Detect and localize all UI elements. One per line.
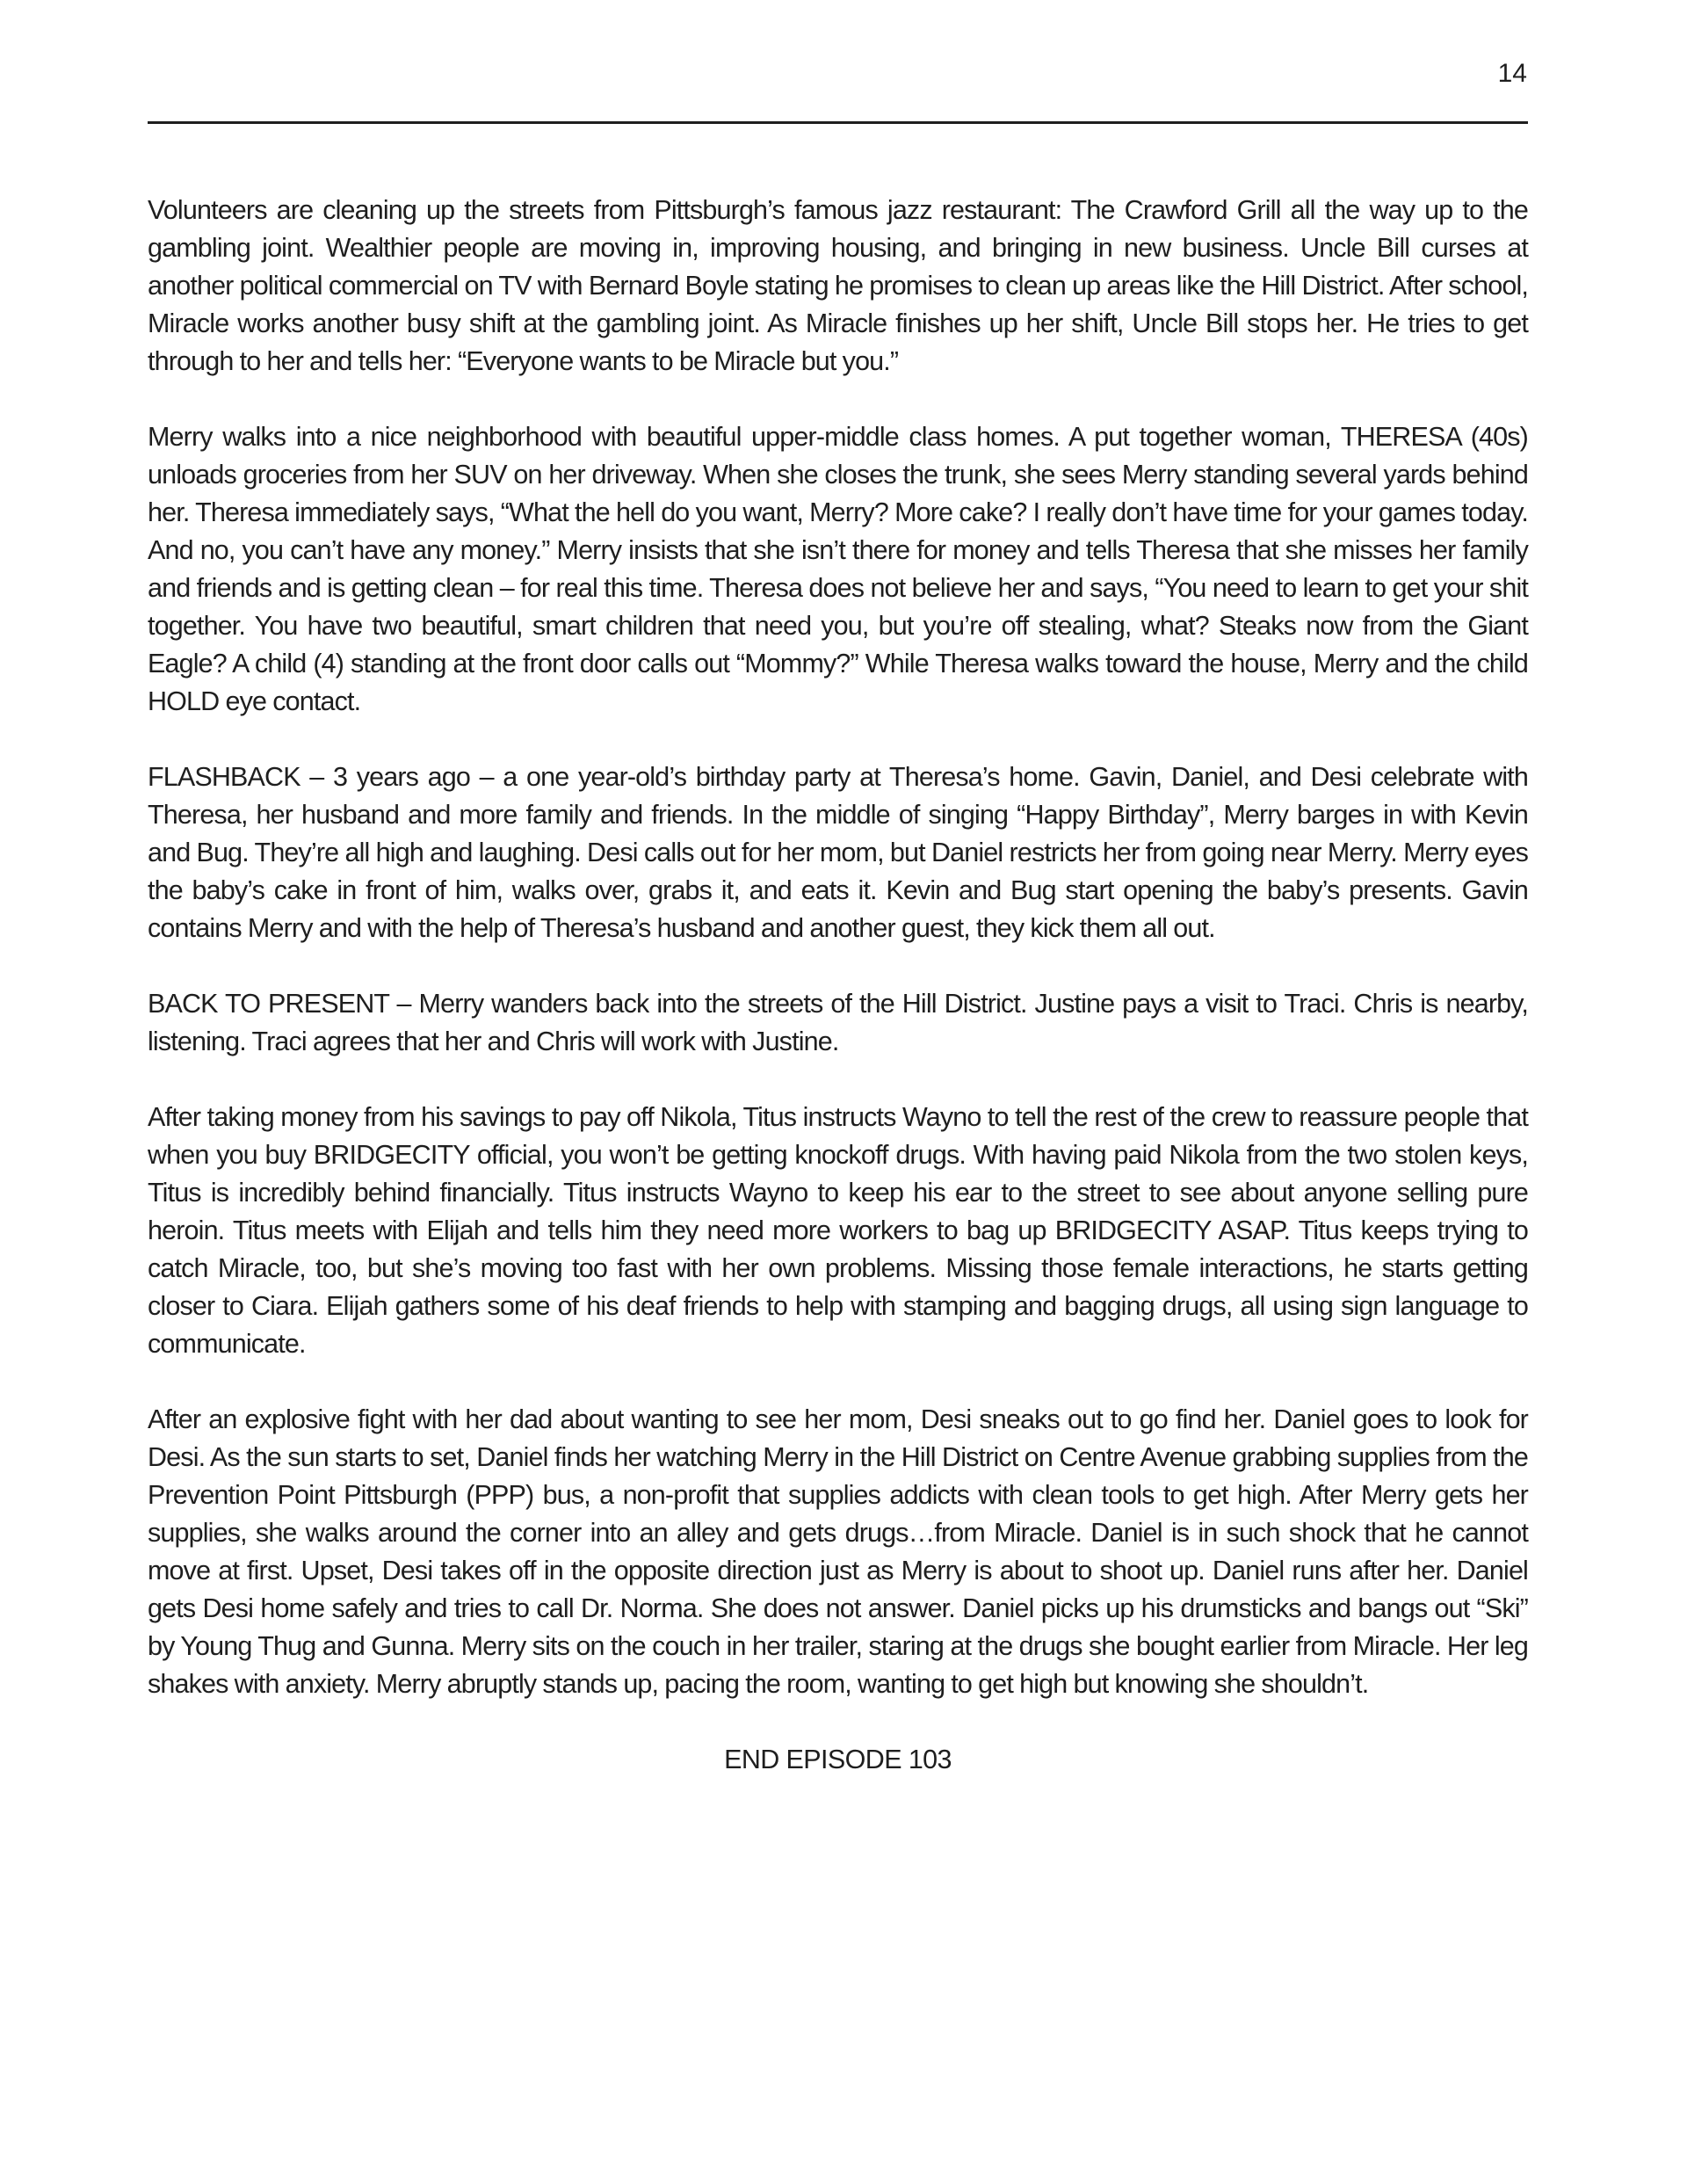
page-number: 14 [1497,59,1527,88]
paragraph-desi: After an explosive fight with her dad about wanting to see her mom, Desi sneaks out to go find her. Daniel goes to look for Desi. As the sun starts to set, Daniel finds her watching Merry in the Hill District on Centre Avenue grabbing supplies from the Prevention Point Pittsburgh (PPP) bus, a non-profit that supplies addicts with clean tools to get high. After Merry gets her supplies, she walks around the corner into an alley and gets drugs…from Miracle. Daniel is in such shock that he cannot move at first. Upset, Desi takes off in the opposite direction just as Merry is about to shoot up. Daniel runs after her. Daniel gets Desi home safely and tries to call Dr. Norma. She does not answer. Daniel picks up his drumsticks and bangs out “Ski” by Young Thug and Gunna. Merry sits on the couch in her trailer, staring at the drugs she bought earlier from Miracle. Her leg shakes with anxiety. Merry abruptly stands up, pacing the room, wanting to get high but knowing she shouldn’t. [148,1404,1528,1699]
paragraph-volunteers: Volunteers are cleaning up the streets from Pittsburgh’s famous jazz restaurant: The Crawford Grill all the way up to the gambling joint. Wealthier people are moving in, improving housing, and bringing in new business. Uncle Bill curses at another political commercial on TV with Bernard Boyle stating he promises to clean up areas like the Hill District. After school, Miracle works another busy shift at the gambling joint. As Miracle finishes up her shift, Uncle Bill stops her. He tries to get through to her and tells her: “Everyone wants to be Miracle but you.” [148,195,1528,376]
paragraph-theresa: Merry walks into a nice neighborhood with beautiful upper-middle class homes. A put together woman, THERESA (40s) unloads groceries from her SUV on her driveway. When she closes the trunk, she sees Merry standing several yards behind her. Theresa immediately says, “What the hell do you want, Merry? More cake? I really don’t have time for your games today. And no, you can’t have any money.” Merry insists that she isn’t there for money and tells Theresa that she misses her family and friends and is getting clean – for real this time. Theresa does not believe her and says, “You need to learn to get your shit together. You have two beautiful, smart children that need you, but you’re off stealing, what? Steaks now from the Giant Eagle? A child (4) standing at the front door calls out “Mommy?” While Theresa walks toward the house, Merry and the child HOLD eye contact. [148,422,1528,716]
end-episode-marker: END EPISODE 103 [724,1745,952,1774]
document-body [148,192,1528,1779]
paragraph-back-to-present: BACK TO PRESENT – Merry wanders back into the streets of the Hill District. Justine pays a visit to Traci. Chris is nearby, listening. Traci agrees that her and Chris will work with Justine. [148,989,1528,1056]
paragraph-flashback: FLASHBACK – 3 years ago – a one year-old’s birthday party at Theresa’s home. Gavin, Daniel, and Desi celebrate with Theresa, her husband and more family and friends. In the middle of singing “Happy Birthday”, Merry barges in with Kevin and Bug. They’re all high and laughing. Desi calls out for her mom, but Daniel restricts her from going near Merry. Merry eyes the baby’s cake in front of him, walks over, grabs it, and eats it. Kevin and Bug start opening the baby’s presents. Gavin contains Merry and with the help of Theresa’s husband and another guest, they kick them all out. [148,762,1528,943]
paragraph-titus: After taking money from his savings to pay off Nikola, Titus instructs Wayno to tell the rest of the crew to reassure people that when you buy BRIDGECITY official, you won’t be getting knockoff drugs. With having paid Nikola from the two stolen keys, Titus is incredibly behind financially. Titus instructs Wayno to keep his ear to the street to see about anyone selling pure heroin. Titus meets with Elijah and tells him they need more workers to bag up BRIDGECITY ASAP. Titus keeps trying to catch Miracle, too, but she’s moving too fast with her own problems. Missing those female interactions, he starts getting closer to Ciara. Elijah gathers some of his deaf friends to help with stamping and bagging drugs, all using sign language to communicate. [148,1102,1528,1359]
header-rule [148,121,1528,124]
